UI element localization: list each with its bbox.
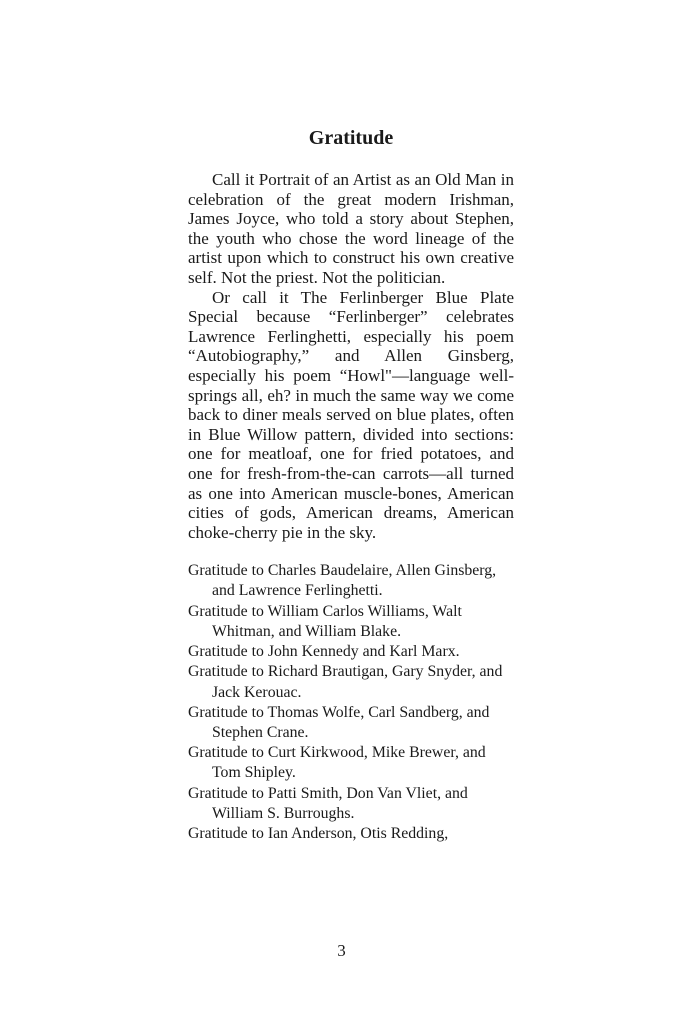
gratitude-item: Gratitude to William Carlos Williams, Walt Whitman, and William Blake. <box>188 602 462 640</box>
gratitude-item: Gratitude to Patti Smith, Don Van Vliet, and William S. Burroughs. <box>188 784 468 822</box>
gratitude-item: Gratitude to Ian Anderson, Otis Redding, <box>188 824 449 842</box>
page-title: Gratitude <box>308 127 394 149</box>
gratitude-item: Gratitude to Curt Kirkwood, Mike Brewer, and Tom Shipley. <box>188 744 486 782</box>
paragraph-2: Or call it The Ferlinberger Blue Plate Special because “Ferlinberger” celebrates Lawrence Ferlinghetti, especially his poem “Autobiography,” and Allen Ginsberg, especially his poem “Howl"—language well-springs all, eh? in much the same way we come back to diner meals served on blue plates, often in Blue Willow pattern, divided into sections: one for meatloaf, one for fried potatoes, and one for fresh-from-the-can carrots—all turned as one into American muscle-bones, American cities of gods, American dreams, American choke-cherry pie in the sky. <box>188 287 514 542</box>
page-number: 3 <box>337 941 346 960</box>
page-body <box>188 126 514 844</box>
paragraph-1: Call it Portrait of an Artist as an Old Man in celebration of the great modern Irishman, James Joyce, who told a story about Stephen, the youth who chose the word lineage of the artist upon which to construct his own creative self. Not the priest. Not the politician. <box>188 170 514 287</box>
gratitude-item: Gratitude to John Kennedy and Karl Marx. <box>188 643 460 661</box>
gratitude-item: Gratitude to Charles Baudelaire, Allen Ginsberg, and Lawrence Ferlinghetti. <box>188 562 497 600</box>
gratitude-item: Gratitude to Richard Brautigan, Gary Snyder, and Jack Kerouac. <box>188 663 503 701</box>
gratitude-item: Gratitude to Thomas Wolfe, Carl Sandberg, and Stephen Crane. <box>188 703 490 741</box>
gratitude-list <box>188 561 514 844</box>
